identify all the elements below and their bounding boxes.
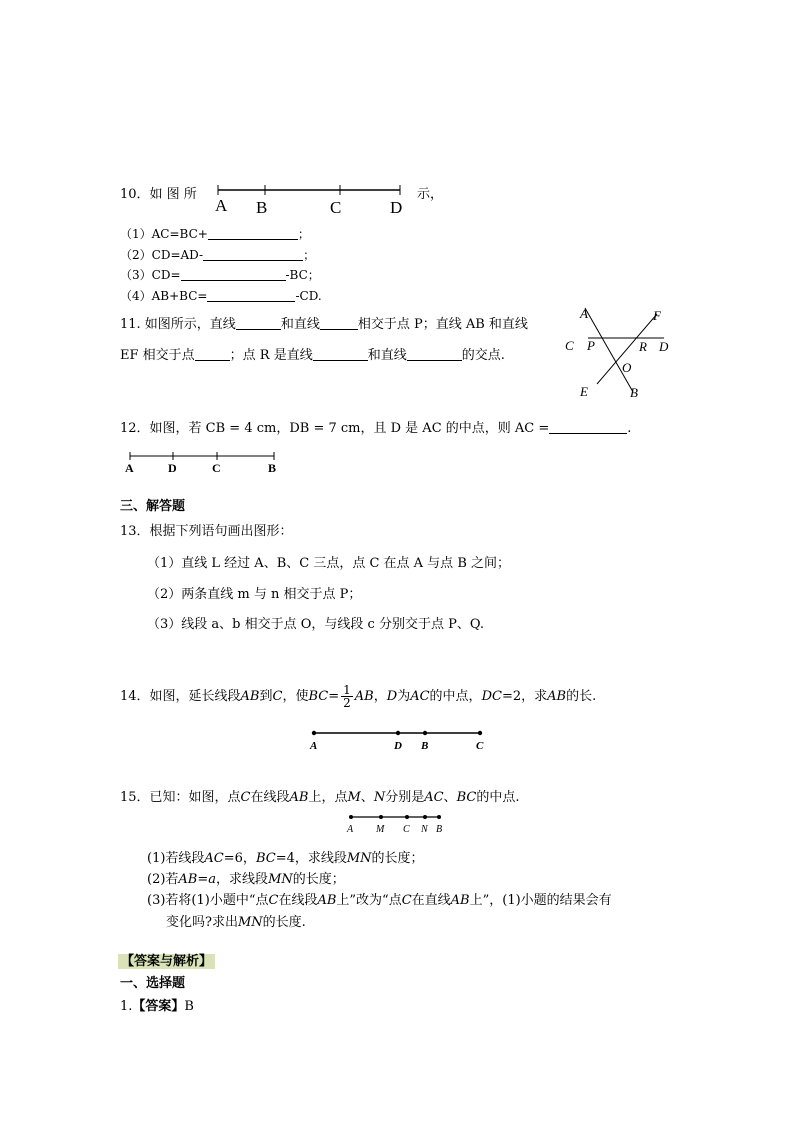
answers-section-title: 一、选择题 (120, 976, 186, 991)
q15-part: =6， (223, 851, 256, 866)
q14-point (312, 731, 316, 735)
q15-var: C (401, 893, 412, 908)
q15-point-label: B (436, 824, 443, 835)
q10-item (120, 287, 322, 304)
q11-text: 和直线 (280, 317, 320, 332)
q14-part: 为 (397, 689, 411, 704)
q15-var: AC (204, 851, 224, 866)
answer-blank[interactable] (195, 348, 230, 361)
q15-part: 上”改为“点 (336, 893, 402, 908)
q11-text: ；点 R 是直线 (229, 348, 313, 363)
q10-item (120, 225, 310, 242)
q13-item: （2）两条直线 m 与 n 相交于点 P； (147, 587, 362, 602)
q15-var: MN (268, 872, 293, 887)
q15-part: 、 (360, 790, 374, 805)
q11-label: C (565, 338, 574, 353)
q15-part: (1)若线段 (147, 851, 205, 866)
q15-point (379, 815, 383, 819)
q12-text (120, 417, 631, 436)
q11-text: 11. 如图所示，直线 (120, 317, 236, 332)
q15-var: AB (289, 790, 309, 805)
q12-end: . (627, 421, 632, 436)
q15-var: MN (346, 851, 372, 866)
q15-var: AB (178, 872, 198, 887)
q12-point-label: A (125, 461, 134, 475)
q10-item-end: ； (303, 248, 316, 262)
q11-label: O (622, 360, 632, 375)
q15-var: BC (456, 790, 477, 805)
q14-part: 到 (259, 689, 273, 704)
q15-part: 上”，(1)小题的结果会有 (469, 893, 612, 908)
q14-point-label: D (394, 740, 402, 752)
q10-prefix: 10．如 图 所 (120, 187, 197, 202)
q14-var: BC (308, 689, 329, 704)
q15-point-label: C (403, 824, 410, 835)
q13-item: （1）直线 L 经过 A、B、C 三点，点 C 在点 A 与点 B 之间； (147, 556, 511, 571)
q14-var: AB (547, 689, 567, 704)
q10-item-text: （1）AC=BC+ (120, 227, 208, 241)
q10-point-label: B (256, 198, 268, 217)
q12-figure (122, 448, 287, 478)
q14-point (478, 731, 482, 735)
q15-point-label: N (421, 824, 428, 835)
q14-part: ， (373, 689, 387, 704)
q15-var: AC (424, 790, 444, 805)
q15-part: 分别是 (385, 790, 425, 805)
q10-point-label: A (215, 196, 228, 215)
q11-line2 (120, 344, 505, 363)
q10-item-end: ； (297, 227, 310, 241)
q11-text: EF 相交于点 (120, 348, 195, 363)
q10-item-end: -BC； (285, 268, 320, 282)
q15-part: 、 (443, 790, 457, 805)
answer-number: 1. (120, 999, 133, 1014)
q14-point-label: A (310, 740, 318, 752)
answer-blank[interactable] (313, 348, 368, 361)
q15-part: 的长度； (371, 851, 424, 866)
q14-point-label: B (421, 740, 429, 752)
q15-part: ，求线段 (216, 872, 269, 887)
q10-item (120, 246, 315, 263)
q15-part: (2)若 (147, 872, 179, 887)
q15-sub3 (147, 889, 612, 908)
q15-part: =4，求线段 (275, 851, 347, 866)
q15-text (120, 786, 519, 805)
q11-label: F (653, 308, 661, 323)
q12-point-label: B (268, 461, 277, 475)
q14-point-label: C (476, 740, 484, 752)
q11-label: D (659, 339, 669, 354)
q14-figure (308, 726, 493, 754)
section-title: 三、解答题 (120, 499, 186, 514)
q15-point-label: A (347, 824, 354, 835)
q10-item-text: （2）CD=AD- (120, 248, 204, 262)
answer-tag: 【答案】 (132, 999, 185, 1014)
q14-var: C (272, 689, 283, 704)
answers-header (118, 950, 215, 969)
answer-blank[interactable] (549, 421, 627, 434)
answer-item (120, 995, 194, 1014)
q10-item-end: -CD. (295, 289, 322, 303)
q15-part: 在线段 (278, 893, 318, 908)
q15-sub1 (147, 847, 424, 866)
q15-var: MN (237, 915, 263, 930)
answer-blank[interactable] (236, 317, 281, 330)
q15-point (423, 815, 427, 819)
fraction-one-half (341, 684, 353, 709)
q15-figure (345, 811, 450, 837)
q15-part: 的中点. (476, 790, 520, 805)
q14-part: =2，求 (501, 689, 548, 704)
q11-label: P (587, 338, 595, 353)
q13-item: （3）线段 a、b 相交于点 O，与线段 c 分别交于点 P、Q. (147, 617, 484, 632)
q14-var: AC (410, 689, 430, 704)
q11-line1 (120, 313, 528, 332)
q10-item-text: （3）CD= (120, 268, 181, 282)
q11-text: 和直线 (367, 348, 407, 363)
q14-var: AB (240, 689, 260, 704)
answer-blank[interactable] (208, 227, 298, 240)
q11-label: E (580, 384, 588, 399)
q15-var: M (347, 790, 361, 805)
q15-var: N (373, 790, 386, 805)
q13-title: 13．根据下列语句画出图形： (120, 524, 293, 539)
q15-sub3-cont (166, 911, 306, 930)
q15-part: 在线段 (250, 790, 290, 805)
q15-sub2 (147, 868, 345, 887)
q14-var: D (386, 689, 398, 704)
answer-blank[interactable] (181, 268, 286, 281)
q10-point-label: C (330, 198, 342, 217)
answer-blank[interactable] (320, 317, 358, 330)
q12-point-label: D (168, 461, 177, 475)
fraction-numerator: 1 (343, 683, 351, 697)
q11-label: B (630, 385, 638, 400)
q11-text: 相交于点 P；直线 AB 和直线 (357, 317, 528, 332)
q15-point-label: M (376, 824, 385, 835)
q14-var: DC (481, 689, 502, 704)
q15-var: C (268, 893, 279, 908)
answer-value: B (184, 999, 194, 1014)
q10-item (120, 266, 320, 283)
answer-blank[interactable] (207, 289, 295, 302)
q15-part: 在直线 (411, 893, 451, 908)
q15-var: AB (450, 893, 470, 908)
q14-part: 14．如图，延长线段 (120, 689, 241, 704)
q11-text: 的交点. (461, 348, 505, 363)
q15-var: C (240, 790, 251, 805)
q11-label: R (639, 339, 647, 354)
q15-part: 变化吗?求出 (166, 915, 238, 930)
q11-label: A (580, 306, 588, 321)
q14-part: ，使 (282, 689, 309, 704)
answer-blank[interactable] (407, 348, 462, 361)
q15-part: 上，点 (308, 790, 348, 805)
q15-point (437, 815, 441, 819)
q14-part: 的中点， (429, 689, 482, 704)
q15-part: = (197, 872, 209, 887)
q14-var: AB (354, 689, 374, 704)
q11-figure (560, 300, 690, 405)
q12-question: 12．如图，若 CB = 4 cm，DB = 7 cm，且 D 是 AC 的中点，则 AC = (120, 421, 550, 436)
fraction-denominator: 2 (343, 696, 351, 710)
q15-point (405, 815, 409, 819)
q14-part: 的长. (566, 689, 597, 704)
q10-suffix: 示， (417, 187, 444, 202)
q14-part: = (328, 689, 340, 704)
q10-item-text: （4）AB+BC= (120, 289, 208, 303)
q15-var: BC (255, 851, 276, 866)
q14-point (396, 731, 400, 735)
q15-point (349, 815, 353, 819)
q12-point-label: C (212, 461, 221, 475)
q15-part: 的长度； (292, 872, 345, 887)
q14-text (120, 682, 596, 712)
answer-blank[interactable] (203, 248, 303, 261)
q14-point (423, 731, 427, 735)
q15-var: a (208, 872, 217, 887)
q15-part: 15．已知：如图，点 (120, 790, 241, 805)
q15-part: (3)若将(1)小题中“点 (147, 893, 269, 908)
answers-header-label: 【答案与解析】 (118, 954, 215, 969)
q10-point-label: D (390, 198, 403, 217)
q15-part: 的长度. (262, 915, 306, 930)
q15-var: AB (317, 893, 337, 908)
q10-figure (210, 180, 410, 220)
